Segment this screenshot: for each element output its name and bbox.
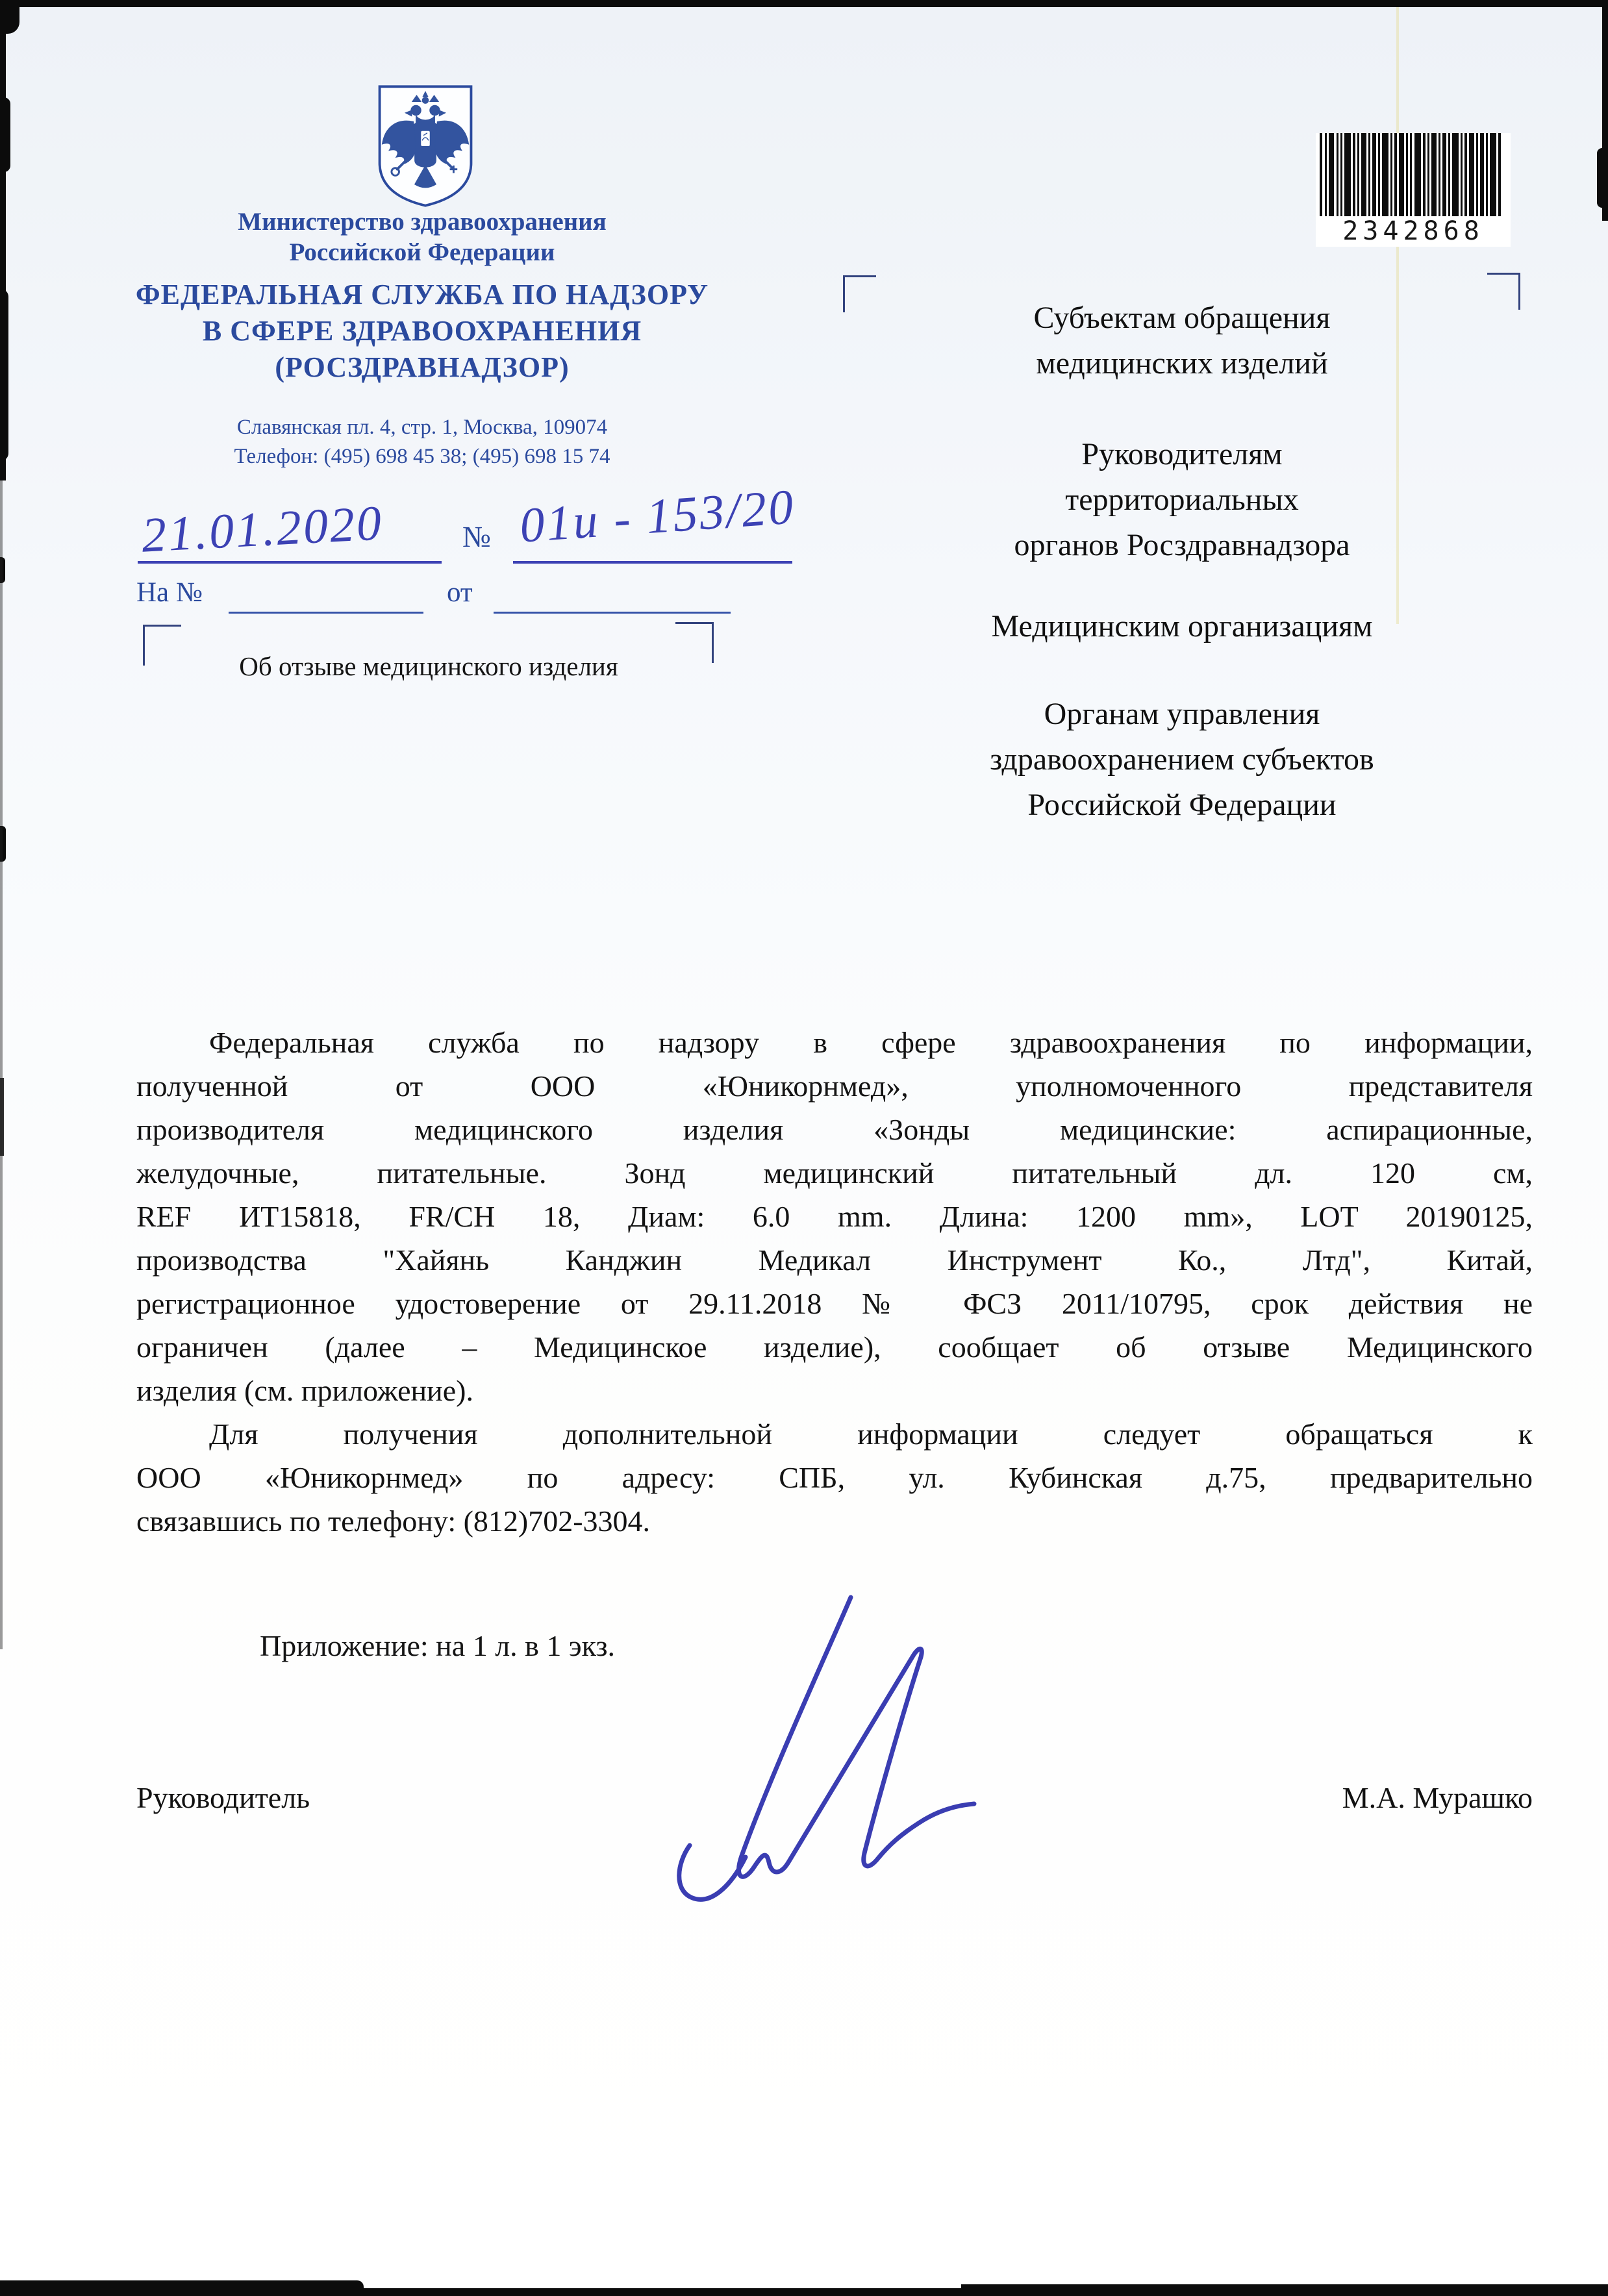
body-line: Для получения дополнительной информации следует обращаться к (209, 1417, 1533, 1451)
recipient-group-4 (844, 692, 1520, 828)
scan-artifact-bottom-bump-right (961, 2284, 1608, 2296)
handwritten-date: 21.01.2020 (140, 495, 384, 563)
recipient-line: территориальных (1065, 482, 1299, 517)
recipient-line: органов Росздравнадзора (1014, 528, 1350, 562)
recipient-line: Руководителям (1081, 437, 1283, 471)
recipient-line: Органам управления (1044, 697, 1320, 731)
scan-artifact-left-bump1 (0, 97, 10, 172)
recipients-block (844, 295, 1520, 828)
attachment-note: Приложение: на 1 л. в 1 экз. (260, 1629, 616, 1662)
scan-artifact-left-faint (0, 480, 3, 1649)
signature-ink (604, 1578, 1046, 1928)
body-line: желудочные, питательные. Зонд медицинский питательный дл. 120 см, (136, 1156, 1533, 1190)
recipient-line: Субъектам обращения (1033, 301, 1331, 335)
reply-from-line (494, 584, 731, 614)
body-line: REF ИТ15818, FR/CH 18, Диам: 6.0 mm. Длина: 1200 mm», LOT 20190125, (136, 1200, 1533, 1233)
number-underline (513, 527, 792, 564)
recipient-line: медицинских изделий (1036, 346, 1328, 381)
date-underline (138, 527, 442, 564)
signature-stroke-icon (604, 1578, 1046, 1928)
barcode-block (1316, 133, 1511, 247)
barcode-icon (1317, 133, 1509, 216)
recipient-group-3 (844, 604, 1520, 649)
recipient-line: Российской Федерации (1027, 788, 1337, 822)
recipient-line: здравоохранением субъектов (990, 742, 1374, 777)
letterhead-phone: Телефон: (495) 698 45 38; (495) 698 15 74 (234, 445, 610, 468)
signer-title: Руководитель (136, 1781, 310, 1814)
coat-of-arms (372, 82, 479, 209)
subject-line: Об отзыве медицинского изделия (239, 651, 618, 681)
recipient-group-2 (844, 432, 1520, 568)
barcode-number: 2342868 (1342, 216, 1484, 246)
handwritten-number: 01и - 153/20 (518, 479, 797, 553)
body-line: регистрационное удостоверение от 29.11.2018 № ФСЗ 2011/10795, срок действия не (136, 1287, 1533, 1320)
body-line: ООО «Юникорнмед» по адресу: СПБ, ул. Кубинская д.75, предварительно (136, 1461, 1533, 1494)
reply-number-line (229, 584, 423, 614)
reply-number-label: На № (136, 577, 203, 608)
body-line: Федеральная служба по надзору в сфере здравоохранения по информации, (209, 1026, 1533, 1059)
service-line3: (РОСЗДРАВНАДЗОР) (275, 351, 570, 383)
letterhead (97, 206, 747, 471)
body-line: производителя медицинского изделия «Зонды медицинские: аспирационные, (136, 1113, 1533, 1146)
body-line: производства "Хайянь Канджин Медикал Инструмент Ко., Лтд", Китай, (136, 1243, 1533, 1277)
reply-from-label: от (447, 577, 473, 608)
service-line2: В СФЕРЕ ЗДРАВООХРАНЕНИЯ (202, 315, 642, 347)
body-line: связавшись по телефону: (812)702-3304. (136, 1504, 651, 1538)
body-text (136, 1021, 1533, 1543)
ministry-line2: Российской Федерации (289, 238, 555, 266)
service-line1: ФЕДЕРАЛЬНАЯ СЛУЖБА ПО НАДЗОРУ (135, 279, 709, 310)
russia-emblem-icon (372, 82, 479, 209)
body-line: изделия (см. приложение). (136, 1374, 473, 1407)
letterhead-address: Славянская пл. 4, стр. 1, Москва, 109074 (236, 416, 608, 439)
recipient-line: Медицинским организациям (991, 609, 1373, 643)
recipient-group-1 (844, 295, 1520, 386)
body-line: ограничен (далее – Медицинское изделие), сообщает об отзыве Медицинского (136, 1330, 1533, 1364)
body-line: полученной от ООО «Юникорнмед», уполномоченного представителя (136, 1069, 1533, 1103)
ministry-line1: Министерство здравоохранения (238, 208, 607, 236)
number-sign: № (462, 520, 491, 553)
scan-artifact-top-edge (0, 0, 1608, 7)
scan-artifact-right-blob (1597, 148, 1608, 208)
signer-name: М.А. Мурашко (1342, 1781, 1533, 1814)
scan-artifact-left-bump2 (0, 289, 8, 461)
